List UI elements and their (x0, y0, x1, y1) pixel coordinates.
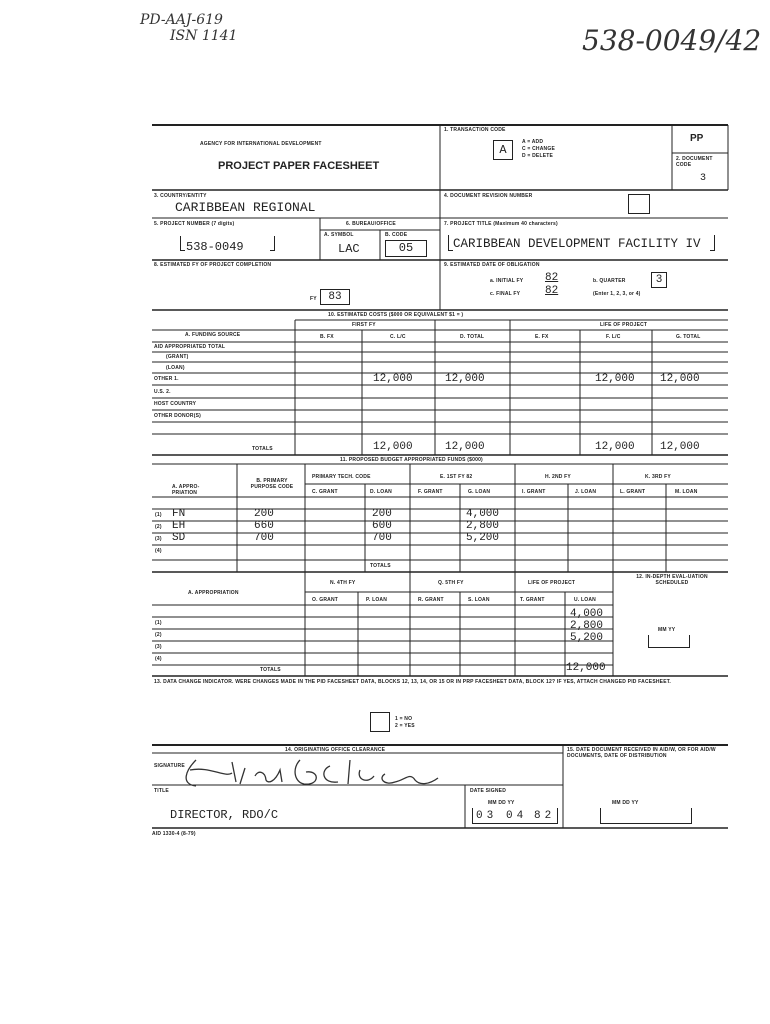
totals-life-total: 12,000 (660, 441, 700, 453)
budget-row-loan: 2,800 (466, 520, 500, 532)
code-add: A = ADD (522, 139, 544, 145)
date-signed-hint: MM DD YY (488, 800, 515, 806)
costs-col-life-fx: E. FX (535, 334, 549, 340)
costs-row-grant: (GRANT) (166, 354, 189, 360)
completion-fy-value: 83 (320, 289, 350, 305)
budget2-life-loan: 2,800 (570, 620, 604, 632)
budget2-col-life: LIFE OF PROJECT (528, 580, 576, 586)
country-label: 3. COUNTRY/ENTITY (154, 193, 207, 199)
budget2-sub-s: S. LOAN (468, 597, 490, 603)
bureau-label: 6. BUREAU/OFFICE (346, 221, 396, 227)
budget-row-num: (1) (155, 512, 162, 518)
budget-row-loan: 4,000 (466, 508, 500, 520)
budget-sub-m: M. LOAN (675, 489, 698, 495)
budget2-sub-u: U. LOAN (574, 597, 596, 603)
costs-col-total: D. TOTAL (460, 334, 485, 340)
budget2-sub-t: T. GRANT (520, 597, 545, 603)
budget-totals-label: TOTALS (370, 563, 391, 569)
received-hint: MM DD YY (612, 800, 639, 806)
quarter-hint: (Enter 1, 2, 3, or 4) (593, 291, 641, 297)
data-change-label: 13. DATA CHANGE INDICATOR. WERE CHANGES MADE IN THE PID FACESHEET DATA, BLOCKS 12, 13, 14, OR 15 OR IN PRP FACESHEET DATA, BLOCK 12? IF YES, ATTACH CHANGED PID FACESHEET. (154, 679, 672, 685)
costs-row-other1: OTHER 1. (154, 376, 179, 382)
quarter-value: 3 (651, 272, 667, 288)
title-value: DIRECTOR, RDO/C (170, 808, 279, 822)
budget2-totals-label: TOTALS (260, 667, 281, 673)
bureau-code-value: 05 (385, 240, 427, 257)
budget-row-approp: FN (172, 508, 186, 520)
budget-label: 11. PROPOSED BUDGET APPROPRIATED FUNDS ($000) (340, 457, 483, 463)
budget2-sub-p: P. LOAN (366, 597, 388, 603)
signature-label: SIGNATURE (154, 763, 185, 769)
life-header: LIFE OF PROJECT (600, 322, 648, 328)
costs-col-fx: B. FX (320, 334, 334, 340)
first-fy-header: FIRST FY (352, 322, 376, 328)
budget2-row-num: (3) (155, 644, 162, 650)
project-title-label: 7. PROJECT TITLE (Maximum 40 characters) (444, 221, 558, 227)
document-code-value: 3 (700, 173, 707, 184)
budget2-row-num: (4) (155, 656, 162, 662)
budget-row-tech: 700 (372, 532, 392, 544)
quarter-label: b. QUARTER (593, 278, 626, 284)
clearance-label: 14. ORIGINATING OFFICE CLEARANCE (285, 747, 386, 753)
budget-row-tech: 200 (372, 508, 392, 520)
costs-label: 10. ESTIMATED COSTS ($000 OR EQUIVALENT $1 = ) (328, 312, 464, 318)
budget-col-third: K. 3RD FY (645, 474, 671, 480)
annotation-top-right: 538-0049/42 (582, 24, 762, 57)
costs-col-life-lc: F. L/C (606, 334, 621, 340)
budget2-sub-o: O. GRANT (312, 597, 339, 603)
budget-row-approp: SD (172, 532, 186, 544)
totals-total: 12,000 (445, 441, 485, 453)
final-fy-value: 82 (545, 285, 559, 297)
project-title-value: CARIBBEAN DEVELOPMENT FACILITY IV (453, 237, 701, 251)
budget-row-loan: 5,200 (466, 532, 500, 544)
project-number-label: 5. PROJECT NUMBER (7 digits) (154, 221, 235, 227)
loan-life-lc: 12,000 (595, 373, 635, 385)
date-signed-mm: 03 (476, 810, 498, 822)
budget2-col-indepth: 12. IN-DEPTH EVAL-UATION SCHEDULED (636, 574, 708, 586)
code-change: C = CHANGE (522, 146, 555, 152)
bureau-symbol-value: LAC (338, 242, 360, 256)
transaction-code-label: 1. TRANSACTION CODE (444, 127, 506, 133)
budget-row-purpose: 200 (254, 508, 274, 520)
received-date-boxes (600, 808, 692, 824)
date-signed-yy: 82 (534, 810, 556, 822)
budget-col-tech: PRIMARY TECH. CODE (312, 474, 371, 480)
annotation-line-1: PD-AAJ-619 (140, 12, 223, 28)
indepth-date-hint: MM YY (658, 627, 676, 633)
bureau-symbol-label: A. SYMBOL (324, 232, 354, 238)
budget-col-second: H. 2ND FY (545, 474, 571, 480)
received-label: 15. DATE DOCUMENT RECEIVED IN AID/W, OR FOR AID/W DOCUMENTS, DATE OF DISTRIBUTION (567, 747, 716, 759)
budget-sub-l: L. GRANT (620, 489, 646, 495)
pp-code: PP (690, 133, 704, 144)
budget2-sub-r: R. GRANT (418, 597, 444, 603)
obligation-label: 9. ESTIMATED DATE OF OBLIGATION (444, 262, 540, 268)
budget2-col-fifth: Q. 5TH FY (438, 580, 464, 586)
final-fy-label: c. FINAL FY (490, 291, 521, 297)
budget-sub-d: D. LOAN (370, 489, 392, 495)
costs-col-source: A. FUNDING SOURCE (185, 332, 241, 338)
budget2-life-loan: 4,000 (570, 608, 604, 620)
costs-row-host: HOST COUNTRY (154, 401, 197, 407)
date-signed-label: DATE SIGNED (470, 788, 506, 794)
initial-fy-label: a. INITIAL FY (490, 278, 524, 284)
project-number-value: 538-0049 (186, 240, 244, 254)
costs-col-life-total: G. TOTAL (676, 334, 701, 340)
budget-sub-g: G. LOAN (468, 489, 491, 495)
budget-col-approp: A. APPRO-PRIATION (172, 484, 200, 496)
budget2-life-loan: 5,200 (570, 632, 604, 644)
data-change-yes: 2 = YES (395, 723, 415, 729)
completion-fy-label: FY (310, 296, 317, 302)
budget2-row-num: (2) (155, 632, 162, 638)
budget-row-purpose: 660 (254, 520, 274, 532)
costs-row-loan: (LOAN) (166, 365, 185, 371)
loan-lc: 12,000 (373, 373, 413, 385)
budget-sub-f: F. GRANT (418, 489, 443, 495)
budget2-row-num: (1) (155, 620, 162, 626)
costs-row-totals: TOTALS (252, 446, 273, 452)
budget-row-num: (3) (155, 536, 162, 542)
title-label: TITLE (154, 788, 169, 794)
budget-row-num: (4) (155, 548, 162, 554)
budget-row-tech: 600 (372, 520, 392, 532)
revision-label: 4. DOCUMENT REVISION NUMBER (444, 193, 533, 199)
bureau-code-label: B. CODE (385, 232, 408, 238)
budget-row-purpose: 700 (254, 532, 274, 544)
budget-row-num: (2) (155, 524, 162, 530)
budget-col-first: E. 1ST FY 82 (440, 474, 473, 480)
agency-label: AGENCY FOR INTERNATIONAL DEVELOPMENT (200, 141, 322, 147)
document-code-label: 2. DOCUMENT CODE (676, 156, 713, 168)
date-signed-dd: 04 (506, 810, 528, 822)
budget-col-purpose: B. PRIMARY PURPOSE CODE (250, 478, 294, 490)
completion-label: 8. ESTIMATED FY OF PROJECT COMPLETION (154, 262, 272, 268)
loan-life-total: 12,000 (660, 373, 700, 385)
budget2-col-approp: A. APPROPRIATION (188, 590, 239, 596)
initial-fy-value: 82 (545, 272, 559, 284)
transaction-code-box: A (493, 140, 513, 160)
budget-row-approp: EH (172, 520, 186, 532)
costs-col-lc: C. L/C (390, 334, 406, 340)
costs-row-aid-total: AID APPROPRIATED TOTAL (154, 344, 226, 350)
annotation-line-2: ISN 1141 (170, 28, 238, 44)
form-title: PROJECT PAPER FACESHEET (218, 160, 380, 172)
country-value: CARIBBEAN REGIONAL (175, 200, 316, 215)
totals-lc: 12,000 (373, 441, 413, 453)
date-signed-boxes (472, 808, 558, 824)
budget-sub-c: C. GRANT (312, 489, 338, 495)
loan-total: 12,000 (445, 373, 485, 385)
budget2-total: 12,000 (566, 662, 606, 674)
data-change-no: 1 = NO (395, 716, 413, 722)
budget-sub-i: I. GRANT (522, 489, 546, 495)
form-id: AID 1330-4 (8-79) (152, 831, 196, 837)
totals-life-lc: 12,000 (595, 441, 635, 453)
code-delete: D = DELETE (522, 153, 554, 159)
budget2-col-fourth: N. 4TH FY (330, 580, 356, 586)
costs-row-us2: U.S. 2. (154, 389, 171, 395)
costs-row-donors: OTHER DONOR(S) (154, 413, 201, 419)
budget-sub-j: J. LOAN (575, 489, 597, 495)
